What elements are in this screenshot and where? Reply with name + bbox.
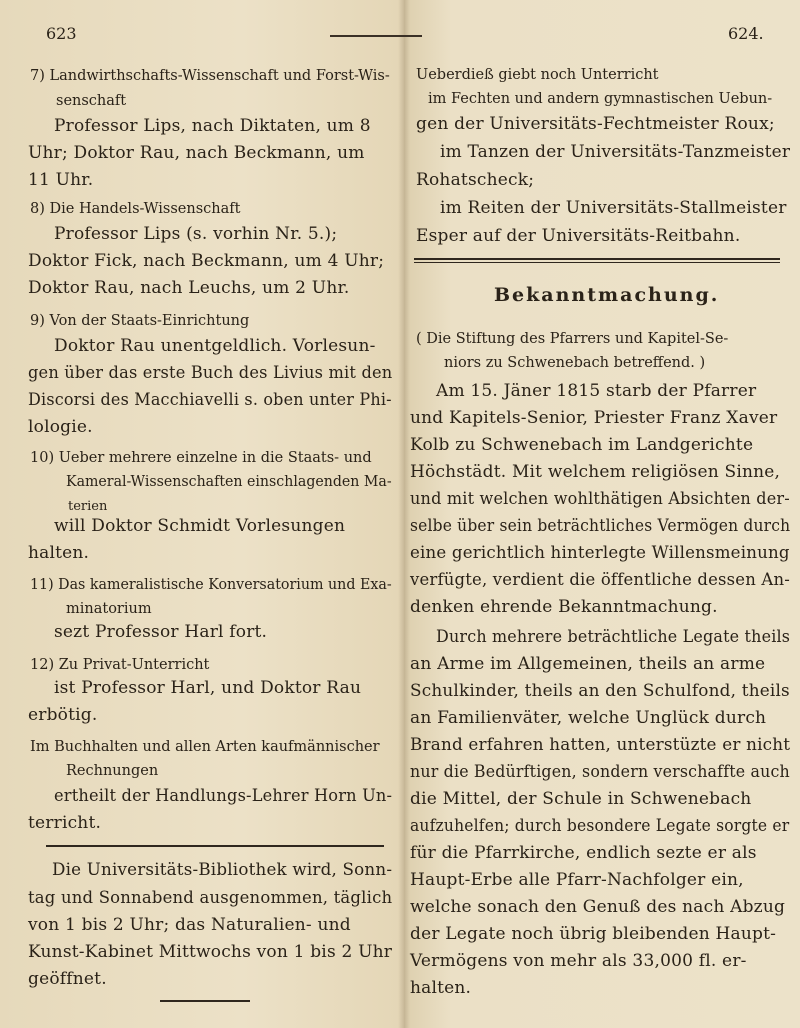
text-line: Discorsi des Macchiavelli s. oben unter Phi- [28,390,392,410]
text-line: verfügte, verdient die öffentliche dessen An- [410,570,791,590]
text-line: im Fechten und andern gymnastischen Uebun- [428,91,773,107]
text-line: gen über das erste Buch des Livius mit den [28,363,393,383]
text-line: und mit welchen wohlthätigen Absichten der- [410,489,790,509]
text-line: welche sonach den Genuß des nach Abzug [410,897,786,917]
text-line: Schulkinder, theils an den Schulfond, theils [410,681,790,701]
text-line: Am 15. Jäner 1815 starb der Pfarrer [436,381,757,401]
text-line: Die Universitäts-Bibliothek wird, Sonn- [52,860,393,880]
text-line: terricht. [28,813,102,833]
text-line: denken ehrende Bekanntmachung. [410,597,718,617]
text-line: Höchstädt. Mit welchem religiösen Sinne, [410,462,781,482]
text-line: Professor Lips (s. vorhin Nr. 5.); [54,224,338,244]
text-line: ( Die Stiftung des Pfarrers und Kapitel-Se- [416,331,729,347]
text-line: von 1 bis 2 Uhr; das Naturalien- und [28,915,351,935]
header-rule [330,35,422,37]
text-line: Kameral-Wissenschaften einschlagenden Ma- [66,474,392,490]
text-line: Doktor Rau, nach Leuchs, um 2 Uhr. [28,278,350,298]
left-page-number: 623 [46,24,77,43]
text-line: 12) Zu Privat-Unterricht [30,657,210,673]
book-gutter [398,0,410,1028]
text-line: an Familienväter, welche Unglück durch [410,708,767,728]
text-line: Doktor Fick, nach Beckmann, um 4 Uhr; [28,251,385,271]
text-line: Uhr; Doktor Rau, nach Beckmann, um [28,143,365,163]
text-line: Vermögens von mehr als 33,000 fl. er- [410,951,747,971]
right-page-number: 624. [728,24,764,43]
announcement-title: Bekanntmachung. [494,284,720,306]
text-line: Kolb zu Schwenebach im Landgerichte [410,435,754,455]
text-line: Rechnungen [66,763,159,779]
text-line: im Tanzen der Universitäts-Tanzmeister [440,142,791,162]
text-line: 9) Von der Staats-Einrichtung [30,313,250,329]
section-rule [46,845,384,847]
text-line: 11 Uhr. [28,170,94,190]
text-line: 11) Das kameralistische Konversatorium und Exa- [30,577,392,593]
double-rule-top [414,258,780,260]
text-line: und Kapitels-Senior, Priester Franz Xaver [410,408,778,428]
text-line: Doktor Rau unentgeldlich. Vorlesun- [54,336,376,356]
text-line: Durch mehrere beträchtliche Legate theils [436,627,791,647]
text-line: der Legate noch übrig bleibenden Haupt- [410,924,777,944]
text-line: Im Buchhalten und allen Arten kaufmännischer [30,739,380,755]
text-line: aufzuhelfen; durch besondere Legate sorgte er [410,816,790,836]
text-line: 8) Die Handels-Wissenschaft [30,201,241,217]
double-rule-bottom [414,262,780,263]
text-line: 10) Ueber mehrere einzelne in die Staats- und [30,450,372,466]
text-line: will Doktor Schmidt Vorlesungen [54,516,346,536]
text-line: die Mittel, der Schule in Schwenebach [410,789,752,809]
text-line: lologie. [28,417,93,437]
text-line: Professor Lips, nach Diktaten, um 8 [54,116,371,136]
text-line: Ueberdieß giebt noch Unterricht [416,67,659,83]
text-line: terien [68,499,108,514]
text-line: Brand erfahren hatten, unterstüzte er nicht [410,735,791,755]
text-line: nur die Bedürftigen, sondern verschaffte auch [410,762,790,782]
text-line: Esper auf der Universitäts-Reitbahn. [416,226,741,246]
text-line: halten. [410,978,472,998]
text-line: für die Pfarrkirche, endlich sezte er als [410,843,757,863]
text-line: Haupt-Erbe alle Pfarr-Nachfolger ein, [410,870,744,890]
text-line: tag und Sonnabend ausgenommen, täglich [28,888,393,908]
text-line: 7) Landwirthschafts-Wissenschaft und Forst-Wis- [30,68,390,84]
text-line: sezt Professor Harl fort. [54,622,268,642]
text-line: minatorium [66,601,152,617]
text-line: Rohatscheck; [416,170,535,190]
text-line: Kunst-Kabinet Mittwochs von 1 bis 2 Uhr [28,942,393,962]
text-line: erbötig. [28,705,98,725]
text-line: geöffnet. [28,969,107,989]
text-line: gen der Universitäts-Fechtmeister Roux; [416,114,775,134]
text-line: niors zu Schwenebach betreffend. ) [444,355,706,371]
text-line: ertheilt der Handlungs-Lehrer Horn Un- [54,786,393,806]
text-line: im Reiten der Universitäts-Stallmeister [440,198,787,218]
text-line: an Arme im Allgemeinen, theils an arme [410,654,766,674]
text-line: selbe über sein beträchtliches Vermögen durch [410,516,791,536]
text-line: halten. [28,543,90,563]
end-rule [160,1000,250,1002]
text-line: ist Professor Harl, und Doktor Rau [54,678,362,698]
text-line: senschaft [56,93,127,109]
text-line: eine gerichtlich hinterlegte Willensmeinung [410,543,790,563]
